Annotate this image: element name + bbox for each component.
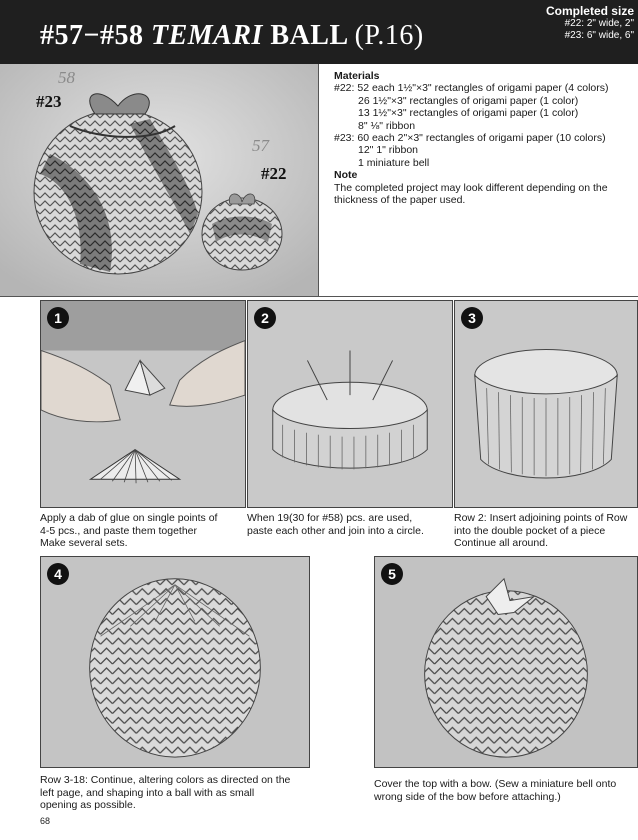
step-5-caption — [374, 778, 638, 803]
step-5-illustration — [375, 557, 637, 767]
divider-horizontal — [0, 296, 638, 297]
step-3-caption-line-2: into the double pocket of a piece — [454, 524, 606, 537]
pencil-note-58: 58 — [58, 68, 75, 87]
header-band — [0, 0, 638, 64]
step-3-photo — [454, 300, 638, 508]
step-1-caption-line-1: Apply a dab of glue on single points of — [40, 512, 218, 524]
step-2-caption-line-2: paste each other and join into a circle. — [247, 524, 424, 537]
ball-22-label: #22 — [261, 164, 287, 183]
page-number: 68 — [40, 816, 51, 826]
materials-line-3: 13 1½"×3" rectangles of origami paper (1 color) — [358, 107, 579, 120]
size-22: #22: 2" wide, 2" — [564, 18, 634, 29]
step-3-number: 3 — [461, 307, 483, 329]
step-5-caption-line-1: Cover the top with a bow. (Sew a miniature bell onto — [374, 778, 617, 790]
step-1-caption-line-3: Make several sets. — [40, 537, 128, 549]
step-4-caption-line-3: opening as possible. — [40, 799, 136, 811]
materials-line-7: 1 miniature bell — [358, 156, 430, 169]
step-4-number: 4 — [47, 563, 69, 585]
step-1-caption-line-2: 4-5 pcs., and paste them together — [40, 524, 198, 537]
completed-size-title: Completed size — [545, 4, 634, 18]
title-rest: BALL — [262, 20, 355, 51]
step-5-number: 5 — [381, 563, 403, 585]
note-heading: Note — [334, 169, 358, 182]
step-2-number: 2 — [254, 307, 276, 329]
size-23: #23: 6" wide, 6" — [564, 30, 634, 41]
step-2-caption — [247, 512, 453, 537]
completed-size-box — [534, 4, 638, 42]
step-4-caption-line-1: Row 3-18: Continue, altering colors as directed on the — [40, 774, 291, 786]
step-1-illustration — [41, 301, 245, 507]
title-page-ref: (P.16) — [354, 20, 424, 51]
materials-heading: Materials — [334, 70, 380, 82]
title-italic: TEMARI — [150, 20, 263, 51]
step-1-photo — [40, 300, 246, 508]
step-3-illustration — [455, 301, 637, 507]
materials-line-4: 8" ⅛" ribbon — [358, 119, 416, 132]
materials-line-5: #23: 60 each 2"×3" rectangles of origami paper (10 colors) — [334, 132, 606, 145]
step-3-caption — [454, 512, 638, 550]
step-5-photo — [374, 556, 638, 768]
title-prefix: #57−#58 — [40, 20, 151, 51]
ball-23-label: #23 — [36, 92, 62, 111]
step-4-illustration — [41, 557, 309, 767]
materials-line-1: #22: 52 each 1½"×3" rectangles of origami paper (4 colors) — [334, 82, 609, 95]
step-4-caption — [40, 774, 320, 812]
note-text: The completed project may look different depending on the thickness of the paper used. — [334, 181, 608, 207]
step-2-caption-line-1: When 19(30 for #58) pcs. are used, — [247, 512, 413, 524]
step-4-photo — [40, 556, 310, 768]
materials-line-6: 12" 1" ribbon — [358, 144, 418, 157]
step-1-number: 1 — [47, 307, 69, 329]
divider-vertical — [318, 64, 319, 296]
step-2-photo — [247, 300, 453, 508]
step-3-caption-line-1: Row 2: Insert adjoining points of Row — [454, 512, 628, 524]
step-4-caption-line-2: left page, and shaping into a ball with as small — [40, 786, 255, 799]
page-title — [40, 20, 424, 52]
step-3-caption-line-3: Continue all around. — [454, 537, 548, 549]
materials-block — [334, 70, 634, 206]
step-5-caption-line-2: wrong side of the bow before attaching.) — [374, 790, 561, 803]
finished-balls-photo — [0, 64, 318, 296]
step-1-caption — [40, 512, 246, 550]
materials-line-2: 26 1½"×3" rectangles of origami paper (1 color) — [358, 94, 579, 107]
pencil-note-57: 57 — [252, 136, 269, 155]
step-2-illustration — [248, 301, 452, 507]
